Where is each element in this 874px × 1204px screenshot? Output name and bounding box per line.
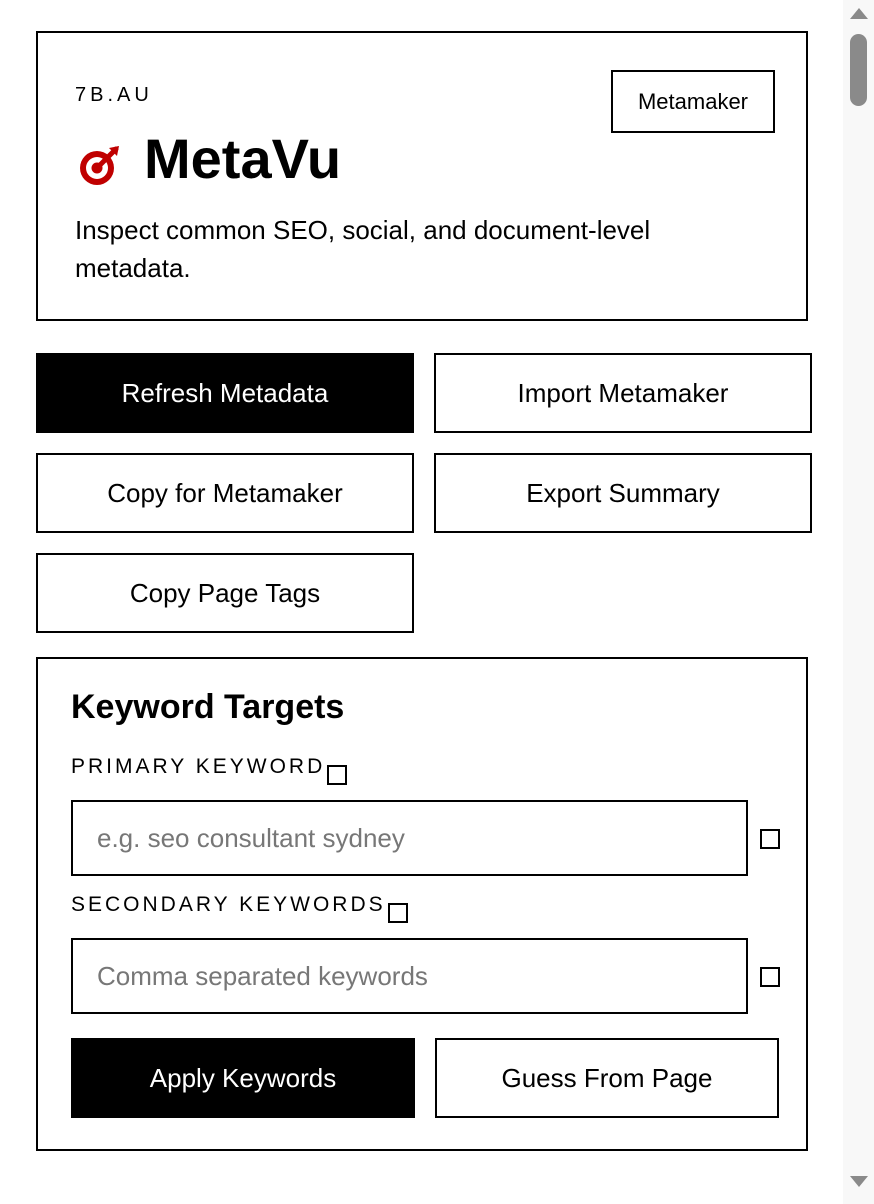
scroll-up-icon[interactable] [850, 8, 868, 19]
scroll-down-icon[interactable] [850, 1176, 868, 1187]
copy-for-metamaker-button[interactable]: Copy for Metamaker [36, 453, 414, 533]
apply-keywords-button[interactable]: Apply Keywords [71, 1038, 415, 1118]
metamaker-button[interactable]: Metamaker [611, 70, 775, 133]
secondary-keywords-input[interactable] [71, 938, 748, 1014]
keyword-targets-card [36, 657, 808, 1151]
import-metamaker-button[interactable]: Import Metamaker [434, 353, 812, 433]
brand-kicker: 7B.AU [75, 84, 153, 106]
guess-from-page-button[interactable]: Guess From Page [435, 1038, 779, 1118]
primary-keyword-input[interactable] [71, 800, 748, 876]
vertical-scrollbar[interactable] [843, 0, 874, 1204]
primary-keyword-label-row [71, 756, 347, 777]
export-summary-button[interactable]: Export Summary [434, 453, 812, 533]
scroll-thumb[interactable] [850, 34, 867, 106]
secondary-keywords-label: SECONDARY KEYWORDS [71, 893, 386, 916]
primary-keyword-label: PRIMARY KEYWORD [71, 755, 326, 778]
secondary-keywords-checkbox[interactable] [388, 903, 408, 923]
secondary-keywords-option-checkbox[interactable] [760, 967, 780, 987]
target-arrow-icon [77, 140, 125, 188]
primary-keyword-checkbox[interactable] [327, 765, 347, 785]
refresh-metadata-button[interactable]: Refresh Metadata [36, 353, 414, 433]
app-title: MetaVu [144, 127, 342, 190]
section-title: Keyword Targets [71, 688, 345, 726]
copy-page-tags-button[interactable]: Copy Page Tags [36, 553, 414, 633]
app-description: Inspect common SEO, social, and document-level metadata. [75, 215, 651, 283]
primary-keyword-option-checkbox[interactable] [760, 829, 780, 849]
secondary-keywords-label-row [71, 894, 408, 915]
header-card [36, 31, 808, 321]
